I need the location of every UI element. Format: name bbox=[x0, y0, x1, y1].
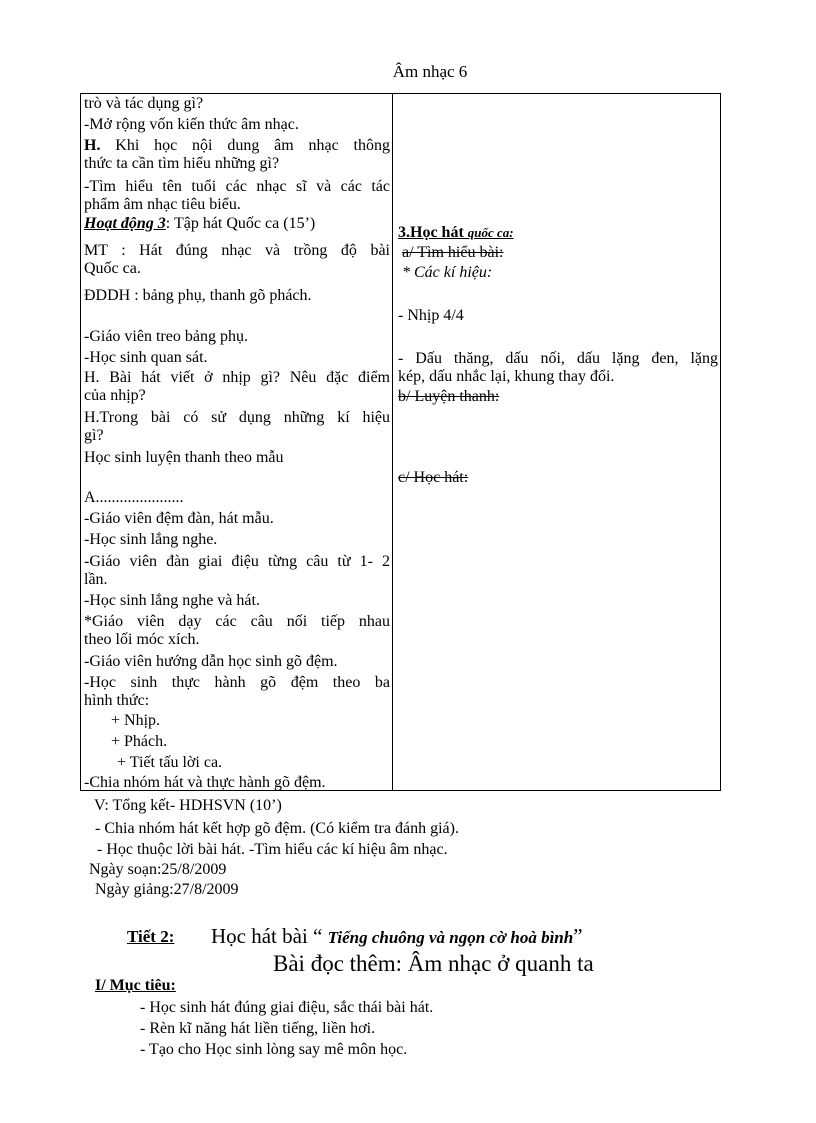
activity-heading: Hoạt động 3: Tập hát Quốc ca (15’) bbox=[84, 215, 316, 232]
activity-line: theo lối móc xích. bbox=[84, 631, 200, 648]
activity-line: Học sinh luyện thanh theo mẫu bbox=[84, 449, 284, 466]
objectives-heading: I/ Mục tiêu: bbox=[95, 977, 176, 994]
homework-line: - Học thuộc lời bài hát. -Tìm hiểu các kí hiệu âm nhạc. bbox=[97, 841, 448, 858]
content-line: - Dấu thăng, dấu nối, dấu lặng đen, lặng bbox=[398, 350, 718, 367]
activity-line: + Nhịp. bbox=[111, 712, 161, 729]
objective-item: - Rèn kĩ năng hát liền tiếng, liền hơi. bbox=[140, 1020, 376, 1037]
activity-line: thức ta cần tìm hiểu những gì? bbox=[84, 155, 280, 172]
lesson-subtitle: Bài đọc thêm: Âm nhạc ở quanh ta bbox=[273, 951, 594, 976]
objective-item: - Tạo cho Học sinh lòng say mê môn học. bbox=[140, 1041, 408, 1058]
activity-line: + Tiết tấu lời ca. bbox=[117, 754, 223, 771]
activity-line: hình thức: bbox=[84, 692, 150, 709]
objective-item: - Học sinh hát đúng giai điệu, sắc thái bài hát. bbox=[140, 999, 434, 1016]
section-heading: 3.Học hát quốc ca: bbox=[398, 224, 514, 241]
activity-line: Quốc ca. bbox=[84, 260, 141, 277]
song-title: Tiếng chuông và ngọn cờ hoà bình bbox=[327, 928, 574, 947]
homework-line: - Chia nhóm hát kết hợp gõ đệm. (Có kiểm tra đánh giá). bbox=[95, 820, 459, 837]
activity-line: -Chia nhóm hát và thực hành gõ đệm. bbox=[84, 774, 326, 791]
activity-line: gì? bbox=[84, 427, 104, 444]
summary-heading: V: Tổng kết- HDHSVN (10’) bbox=[94, 797, 282, 814]
content-line: kép, dấu nhắc lại, khung thay đổi. bbox=[398, 368, 615, 385]
activity-line: ĐDDH : bảng phụ, thanh gõ phách. bbox=[84, 287, 312, 304]
lesson-title: Học hát bài “ Tiếng chuông và ngọn cờ hoà bình” bbox=[211, 924, 583, 948]
activity-line: -Giáo viên hướng dẫn học sinh gõ đệm. bbox=[84, 653, 338, 670]
content-line: - Nhịp 4/4 bbox=[398, 307, 464, 324]
activity-line: -Mở rộng vốn kiến thức âm nhạc. bbox=[84, 116, 299, 133]
activity-line: -Học sinh lắng nghe và hát. bbox=[84, 592, 260, 609]
activity-line: MT : Hát đúng nhạc và trồng độ bài bbox=[84, 242, 390, 259]
activity-line: của nhịp? bbox=[84, 387, 146, 404]
activity-line: -Tìm hiểu tên tuổi các nhạc sĩ và các tác bbox=[84, 178, 390, 195]
activity-line: trò và tác dụng gì? bbox=[84, 95, 204, 112]
activity-label: Hoạt động 3 bbox=[84, 215, 166, 232]
content-column bbox=[393, 94, 720, 790]
prep-date: Ngày soạn:25/8/2009 bbox=[89, 861, 227, 878]
activity-line: H. Bài hát viết ở nhịp gì? Nêu đặc điểm bbox=[84, 369, 390, 386]
subsection-heading: b/ Luyện thanh: bbox=[398, 388, 500, 405]
subsection-heading: a/ Tìm hiểu bài: bbox=[402, 244, 504, 261]
activity-line: *Giáo viên dạy các câu nối tiếp nhau bbox=[84, 613, 390, 630]
activity-line: + Phách. bbox=[111, 733, 168, 750]
teacher-student-activities-column bbox=[81, 94, 393, 790]
activity-line: H.Trong bài có sử dụng những kí hiệu bbox=[84, 409, 390, 426]
activity-line: -Giáo viên đệm đàn, hát mẫu. bbox=[84, 510, 274, 527]
activity-line: A...................... bbox=[84, 489, 184, 506]
question-label: H. bbox=[84, 137, 101, 154]
activity-line: -Giáo viên đàn giai điệu từng câu từ 1- 2 bbox=[84, 553, 390, 570]
activity-line: -Học sinh lắng nghe. bbox=[84, 531, 218, 548]
teach-date: Ngày giảng:27/8/2009 bbox=[95, 881, 239, 898]
lesson-table bbox=[80, 93, 721, 791]
activity-line: phẩm âm nhạc tiêu biểu. bbox=[84, 196, 241, 213]
page-header-title: Âm nhạc 6 bbox=[392, 62, 468, 81]
lesson-label: Tiết 2: bbox=[127, 927, 175, 946]
question-line: H. Khi học nội dung âm nhạc thông bbox=[84, 137, 390, 154]
activity-line: -Học sinh quan sát. bbox=[84, 349, 208, 366]
subsection-heading: c/ Học hát: bbox=[398, 469, 469, 486]
activity-line: lần. bbox=[84, 571, 108, 588]
activity-line: -Giáo viên treo bảng phụ. bbox=[84, 328, 248, 345]
symbols-heading: * Các kí hiệu: bbox=[402, 264, 493, 281]
activity-line: -Học sinh thực hành gõ đệm theo ba bbox=[84, 674, 390, 691]
